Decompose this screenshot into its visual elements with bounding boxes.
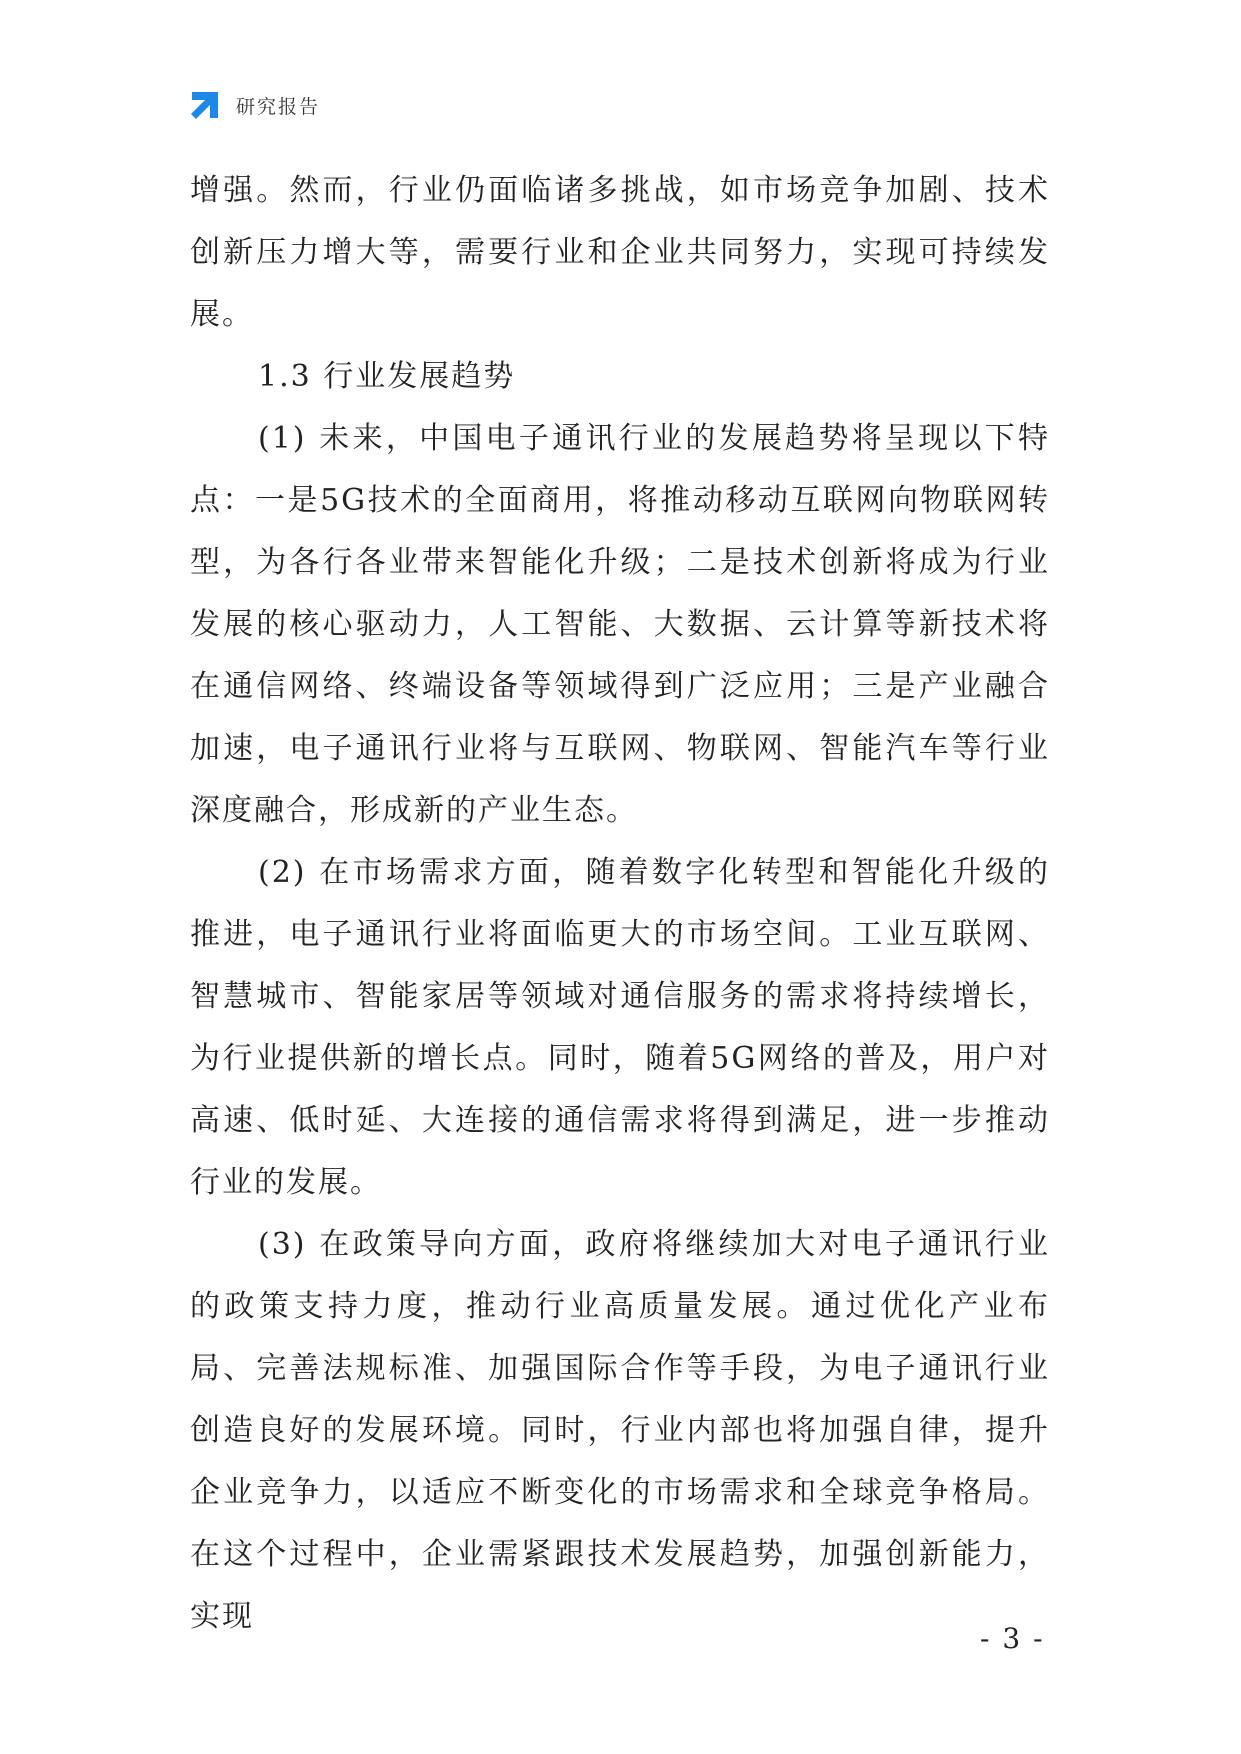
page-header [188,88,320,122]
section-heading: 1.3 行业发展趋势 [258,359,516,394]
header-title: 研究报告 [236,95,321,118]
paragraph-trend-3: (3) 在政策导向方面，政府将继续加大对电子通讯行业的政策支持力度，推动行业高质量发展。通过优化产业布局、完善法规标准、加强国际合作等手段，为电子通讯行业创造良好的发展环境。同时，行业内部也将加强自律，提升企业竞争力，以适应不断变化的市场需求和全球竞争格局。在这个过程中，企业需紧跟技术发展趋势，加强创新能力，实现 [190,1227,1050,1634]
arrow-logo-icon [188,88,222,122]
paragraph-trend-1: (1) 未来，中国电子通讯行业的发展趋势将呈现以下特点：一是5G技术的全面商用，将推动移动互联网向物联网转型，为各行各业带来智能化升级；二是技术创新将成为行业发展的核心驱动力，人工智能、大数据、云计算等新技术将在通信网络、终端设备等领域得到广泛应用；三是产业融合加速，电子通讯行业将与互联网、物联网、智能汽车等行业深度融合，形成新的产业生态。 [190,421,1050,828]
paragraph-trend-2: (2) 在市场需求方面，随着数字化转型和智能化升级的推进，电子通讯行业将面临更大的市场空间。工业互联网、智慧城市、智能家居等领域对通信服务的需求将持续增长，为行业提供新的增长点。同时，随着5G网络的普及，用户对高速、低时延、大连接的通信需求将得到满足，进一步推动行业的发展。 [190,855,1050,1200]
document-body [190,160,1050,1648]
page-number: - 3 - [980,1622,1045,1655]
paragraph-continued: 增强。然而，行业仍面临诸多挑战，如市场竞争加剧、技术创新压力增大等，需要行业和企业共同努力，实现可持续发展。 [190,173,1050,332]
